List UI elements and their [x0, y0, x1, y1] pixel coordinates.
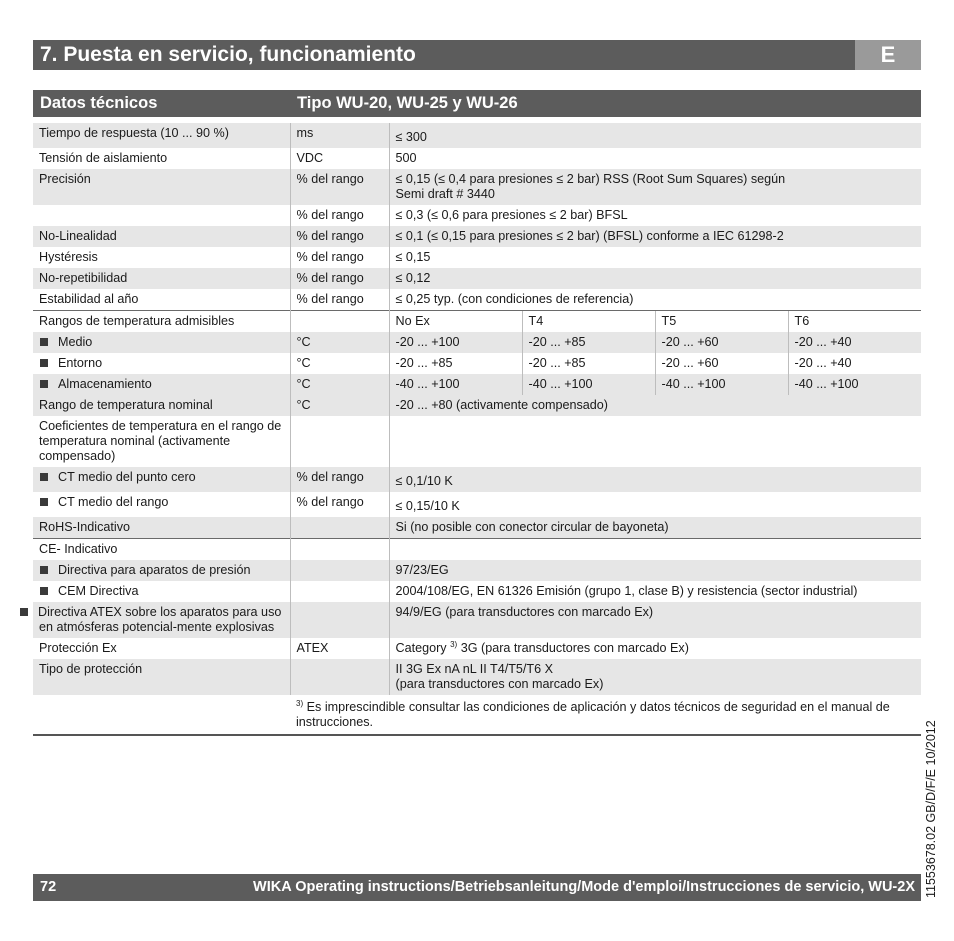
table-row	[33, 395, 921, 416]
row-label: Protección Ex	[39, 641, 117, 655]
row-value: ≤ 0,12	[389, 268, 921, 289]
row-unit: % del rango	[290, 467, 389, 492]
row-label: Almacenamiento	[33, 374, 290, 395]
table-row	[33, 205, 921, 226]
row-value: -20 ... +80 (activamente compensado)	[389, 395, 921, 416]
document-reference: 11553678.02 GB/D/F/E 10/2012	[924, 720, 938, 898]
col-header: T5	[655, 311, 788, 333]
row-value: ≤ 0,15/10 K	[389, 492, 921, 517]
bullet-icon	[40, 338, 48, 346]
col-header: T6	[788, 311, 921, 333]
cell: -40 ... +100	[522, 374, 655, 395]
page-footer	[33, 874, 921, 901]
row-unit: °C	[290, 332, 389, 353]
row-value: ≤ 0,25 typ. (con condiciones de referencia)	[389, 289, 921, 311]
row-unit: % del rango	[290, 169, 389, 205]
row-unit: % del rango	[290, 268, 389, 289]
row-label: No-repetibilidad	[33, 268, 290, 289]
row-label: No-Linealidad	[33, 226, 290, 247]
cell: -20 ... +85	[522, 332, 655, 353]
row-unit: ATEX	[290, 638, 389, 659]
row-label: CT medio del punto cero	[33, 467, 290, 492]
table-row	[33, 539, 921, 561]
table-row	[33, 416, 921, 467]
table-row	[33, 638, 921, 659]
row-value: 2004/108/EG, EN 61326 Emisión (grupo 1, clase B) y resistencia (sector industrial)	[389, 581, 921, 602]
row-label: Hystéresis	[39, 250, 98, 264]
table-row	[33, 581, 921, 602]
cell: -20 ... +60	[655, 353, 788, 374]
bullet-icon	[40, 498, 48, 506]
col-header: T4	[522, 311, 655, 333]
row-label: Rangos de temperatura admisibles	[33, 311, 290, 333]
row-label: Coeficientes de temperatura en el rango de temperatura nominal (activamente compensado)	[39, 419, 282, 463]
row-label: Tiempo de respuesta (10 ... 90 %)	[33, 123, 290, 148]
row-label: Entorno	[33, 353, 290, 374]
chapter-title: 7. Puesta en servicio, funcionamiento	[40, 43, 416, 66]
bullet-icon	[40, 473, 48, 481]
row-unit: % del rango	[290, 289, 389, 311]
section-model: Tipo WU-20, WU-25 y WU-26	[297, 94, 518, 112]
bullet-icon	[40, 566, 48, 574]
table-row	[33, 492, 921, 517]
table-row	[33, 659, 921, 695]
row-value: 94/9/EG (para transductores con marcado Ex)	[389, 602, 921, 638]
bullet-icon	[40, 359, 48, 367]
row-label: Directiva ATEX sobre los aparatos para uso en atmósferas potencial-mente explosivas	[33, 602, 290, 638]
table-row	[33, 353, 921, 374]
cell: -20 ... +85	[389, 353, 522, 374]
chapter-header	[33, 40, 921, 70]
row-unit: ms	[290, 123, 389, 148]
cell: -20 ... +40	[788, 332, 921, 353]
table-row	[33, 374, 921, 395]
table-row	[33, 169, 921, 205]
page-number: 72	[40, 879, 57, 895]
row-label: Directiva para aparatos de presión	[33, 560, 290, 581]
cell: -20 ... +85	[522, 353, 655, 374]
footer-title: WIKA Operating instructions/Betriebsanleitung/Mode d'emploi/Instrucciones de servicio, WU-2X	[253, 879, 915, 895]
bullet-icon	[20, 608, 28, 616]
row-value: 97/23/EG	[389, 560, 921, 581]
col-header: No Ex	[389, 311, 522, 333]
row-value: ≤ 0,1 (≤ 0,15 para presiones ≤ 2 bar) (BFSL) conforme a IEC 61298-2	[389, 226, 921, 247]
footnote-row	[33, 695, 921, 735]
row-unit: °C	[290, 374, 389, 395]
row-label: Precisión	[33, 169, 290, 205]
row-label: CT medio del rango	[33, 492, 290, 517]
row-unit: % del rango	[290, 492, 389, 517]
row-value: II 3G Ex nA nL II T4/T5/T6 X (para transductores con marcado Ex)	[389, 659, 921, 695]
spec-table	[33, 123, 921, 736]
table-row	[33, 289, 921, 311]
cell: -40 ... +100	[788, 374, 921, 395]
cell: -20 ... +100	[389, 332, 522, 353]
row-label: RoHS-Indicativo	[33, 517, 290, 539]
row-value: ≤ 0,15	[389, 247, 921, 268]
row-value: Category $^{3)}$ 3G (para transductores con marcado Ex)	[389, 638, 921, 659]
row-unit: % del rango	[290, 205, 389, 226]
table-row	[33, 602, 921, 638]
table-row	[33, 268, 921, 289]
row-label: Medio	[33, 332, 290, 353]
footnote: $^{3)}$ Es imprescindible consultar las condiciones de aplicación y datos técnicos de seguridad en el manual de instrucciones.	[290, 695, 921, 735]
row-label: Rango de temperatura nominal	[33, 395, 290, 416]
table-row	[33, 226, 921, 247]
cell: -40 ... +100	[389, 374, 522, 395]
row-unit: VDC	[290, 148, 389, 169]
row-unit: °C	[290, 353, 389, 374]
row-value: ≤ 0,1/10 K	[389, 467, 921, 492]
table-row	[33, 560, 921, 581]
table-row	[33, 148, 921, 169]
row-label: CE- Indicativo	[33, 539, 290, 561]
row-label: Estabilidad al año	[39, 292, 139, 306]
section-header	[33, 90, 921, 117]
row-unit: °C	[290, 395, 389, 416]
table-row	[33, 123, 921, 148]
row-value: 500	[389, 148, 921, 169]
row-value: ≤ 0,15 (≤ 0,4 para presiones ≤ 2 bar) RSS (Root Sum Squares) según Semi draft # 3440	[389, 169, 921, 205]
cell: -40 ... +100	[655, 374, 788, 395]
table-row	[33, 247, 921, 268]
table-row	[33, 467, 921, 492]
row-value: ≤ 300	[389, 123, 921, 148]
bullet-icon	[40, 587, 48, 595]
row-value: Si (no posible con conector circular de bayoneta)	[389, 517, 921, 539]
cell: -20 ... +40	[788, 353, 921, 374]
row-value: ≤ 0,3 (≤ 0,6 para presiones ≤ 2 bar) BFSL	[389, 205, 921, 226]
language-tab: E	[855, 40, 921, 70]
table-row	[33, 311, 921, 333]
row-label: Tipo de protección	[33, 659, 290, 695]
section-title: Datos técnicos	[40, 94, 158, 112]
table-row	[33, 517, 921, 539]
bullet-icon	[40, 380, 48, 388]
row-label: Tensión de aislamiento	[39, 151, 168, 165]
table-row	[33, 332, 921, 353]
row-label: CEM Directiva	[33, 581, 290, 602]
row-unit: % del rango	[290, 247, 389, 268]
cell: -20 ... +60	[655, 332, 788, 353]
row-unit: % del rango	[290, 226, 389, 247]
